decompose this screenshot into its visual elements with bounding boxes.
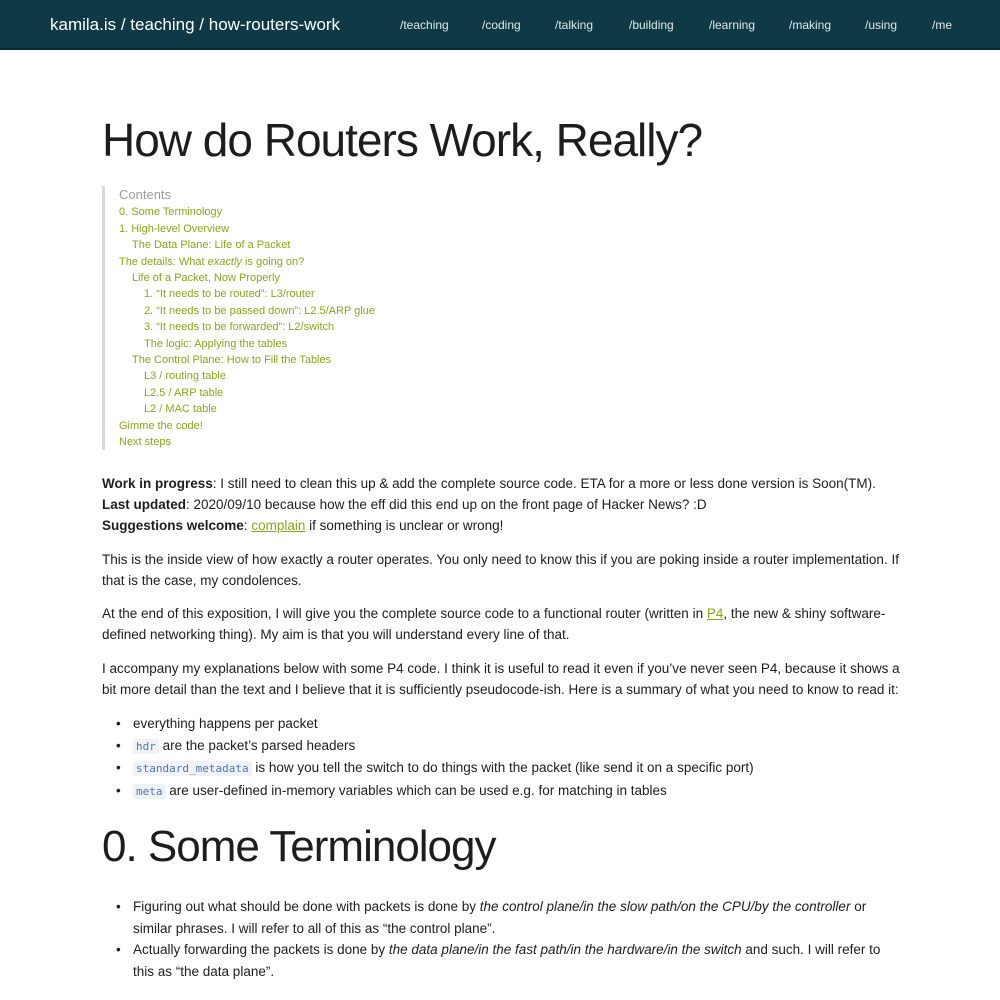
breadcrumb-separator: / <box>116 15 131 34</box>
list-item <box>102 757 902 780</box>
status-text: if something is unclear or wrong! <box>305 518 504 533</box>
list-item-emphasis: the data plane/in the fast path/in the hardware/in the switch <box>388 942 742 957</box>
list-item-text: and such. I will refer to this as “the data plane”. <box>133 942 881 979</box>
complain-link[interactable]: complain <box>251 518 306 533</box>
list-item-emphasis: the control plane/in the slow path/on the CPU/by the controller <box>479 899 851 914</box>
list-item <box>102 713 902 735</box>
p4-summary-list <box>102 713 902 802</box>
toc-link[interactable]: L2 / MAC table <box>144 403 217 415</box>
nav-link-using[interactable]: /using <box>865 18 898 32</box>
nav-link-coding[interactable]: /coding <box>482 18 521 32</box>
list-item <box>102 735 902 758</box>
status-work-in-progress <box>102 473 876 494</box>
intro-paragraph: This is the inside view of how exactly a router operates. You only need to know this if you are poking inside a router implementation. If that is the case, my condolences. <box>102 552 899 588</box>
table-of-contents <box>102 186 402 450</box>
toc-link[interactable]: Next steps <box>119 436 171 448</box>
site-nav <box>0 18 1000 34</box>
status-label: Work in progress <box>102 476 213 491</box>
list-item-text: Actually forwarding the packets is done by <box>133 942 389 957</box>
toc-link[interactable]: 0. Some Terminology <box>119 206 223 218</box>
list-item-text: Figuring out what should be done with packets is done by <box>133 899 480 914</box>
toc-link[interactable]: The Control Plane: How to Fill the Tables <box>132 354 332 366</box>
paragraph-text: , the new & shiny software-defined networking thing). My aim is that you will understand every line of that. <box>102 606 886 642</box>
inline-code: hdr <box>133 739 159 754</box>
section-heading-terminology: 0. Some Terminology <box>102 822 496 871</box>
toc-link[interactable] <box>119 256 304 268</box>
nav-link-learning[interactable]: /learning <box>709 18 756 32</box>
toc-link[interactable]: 1. “It needs to be routed”: L3/router <box>144 288 315 300</box>
list-item <box>102 896 902 939</box>
breadcrumb-current-page: how-routers-work <box>208 15 341 34</box>
toc-link-text: The details: What <box>119 256 208 268</box>
status-text: : <box>243 518 252 533</box>
intro-paragraph <box>102 603 902 645</box>
page-title: How do Routers Work, Really? <box>102 114 703 166</box>
status-last-updated <box>102 494 707 515</box>
list-item <box>102 939 902 982</box>
list-item-text: is how you tell the switch to do things with the packet (like send it on a specific port) <box>251 760 754 775</box>
inline-code: standard_metadata <box>133 761 252 776</box>
list-item <box>102 780 902 803</box>
list-item-text: everything happens per packet <box>133 716 318 731</box>
breadcrumb-separator: / <box>194 15 209 34</box>
p4-link[interactable]: P4 <box>706 606 724 621</box>
toc-link-text: is going on? <box>241 256 305 268</box>
nav-link-making[interactable]: /making <box>789 18 832 32</box>
toc-link[interactable]: The logic: Applying the tables <box>144 338 288 350</box>
toc-link[interactable]: 3. “It needs to be forwarded”: L2/switch <box>144 321 335 333</box>
toc-link[interactable]: 1. High-level Overview <box>119 223 230 235</box>
nav-link-talking[interactable]: /talking <box>555 18 594 32</box>
toc-link[interactable]: The Data Plane: Life of a Packet <box>132 239 291 251</box>
list-item-text: are user-defined in-memory variables which can be used e.g. for matching in tables <box>165 782 667 798</box>
status-text: : I still need to clean this up & add the complete source code. ETA for a more or less done version is Soon(TM). <box>212 476 876 491</box>
toc-link[interactable]: Gimme the code! <box>119 420 203 432</box>
paragraph-text: At the end of this exposition, I will give you the complete source code to a functional router (written in <box>102 606 707 621</box>
list-item-text: or similar phrases. I will refer to all of this as “the control plane”. <box>133 899 867 936</box>
status-label: Last updated <box>102 497 187 512</box>
toc-link[interactable]: 2. “It needs to be passed down”: L2.5/ARP glue <box>144 305 375 317</box>
toc-link[interactable]: L2.5 / ARP table <box>144 387 224 399</box>
intro-paragraph: I accompany my explanations below with some P4 code. I think it is useful to read it even if you’ve never seen P4, because it shows a bit more detail than the text and I believe that it is sufficiently pseudocode-ish. Here is a summary of what you need to know to read it: <box>102 661 900 697</box>
status-label: Suggestions welcome <box>102 518 244 533</box>
inline-code: meta <box>133 784 166 799</box>
nav-link-building[interactable]: /building <box>629 18 674 32</box>
status-text: : 2020/09/10 because how the eff did this end up on the front page of Hacker News? :D <box>186 497 707 512</box>
nav-link-teaching[interactable]: /teaching <box>400 18 449 32</box>
toc-link[interactable]: Life of a Packet, Now Properly <box>132 272 280 284</box>
status-suggestions <box>102 515 503 536</box>
toc-link[interactable]: L3 / routing table <box>144 370 226 382</box>
breadcrumb-home-link[interactable]: kamila.is <box>50 15 117 34</box>
terminology-list <box>102 896 902 982</box>
list-item-text: are the packet’s parsed headers <box>158 737 356 753</box>
breadcrumb-teaching-link[interactable]: teaching <box>130 15 195 34</box>
top-navigation-bar <box>0 0 1000 50</box>
toc-link-emphasis: exactly <box>207 256 242 268</box>
nav-link-me[interactable]: /me <box>932 18 953 32</box>
toc-heading: Contents <box>119 187 172 202</box>
